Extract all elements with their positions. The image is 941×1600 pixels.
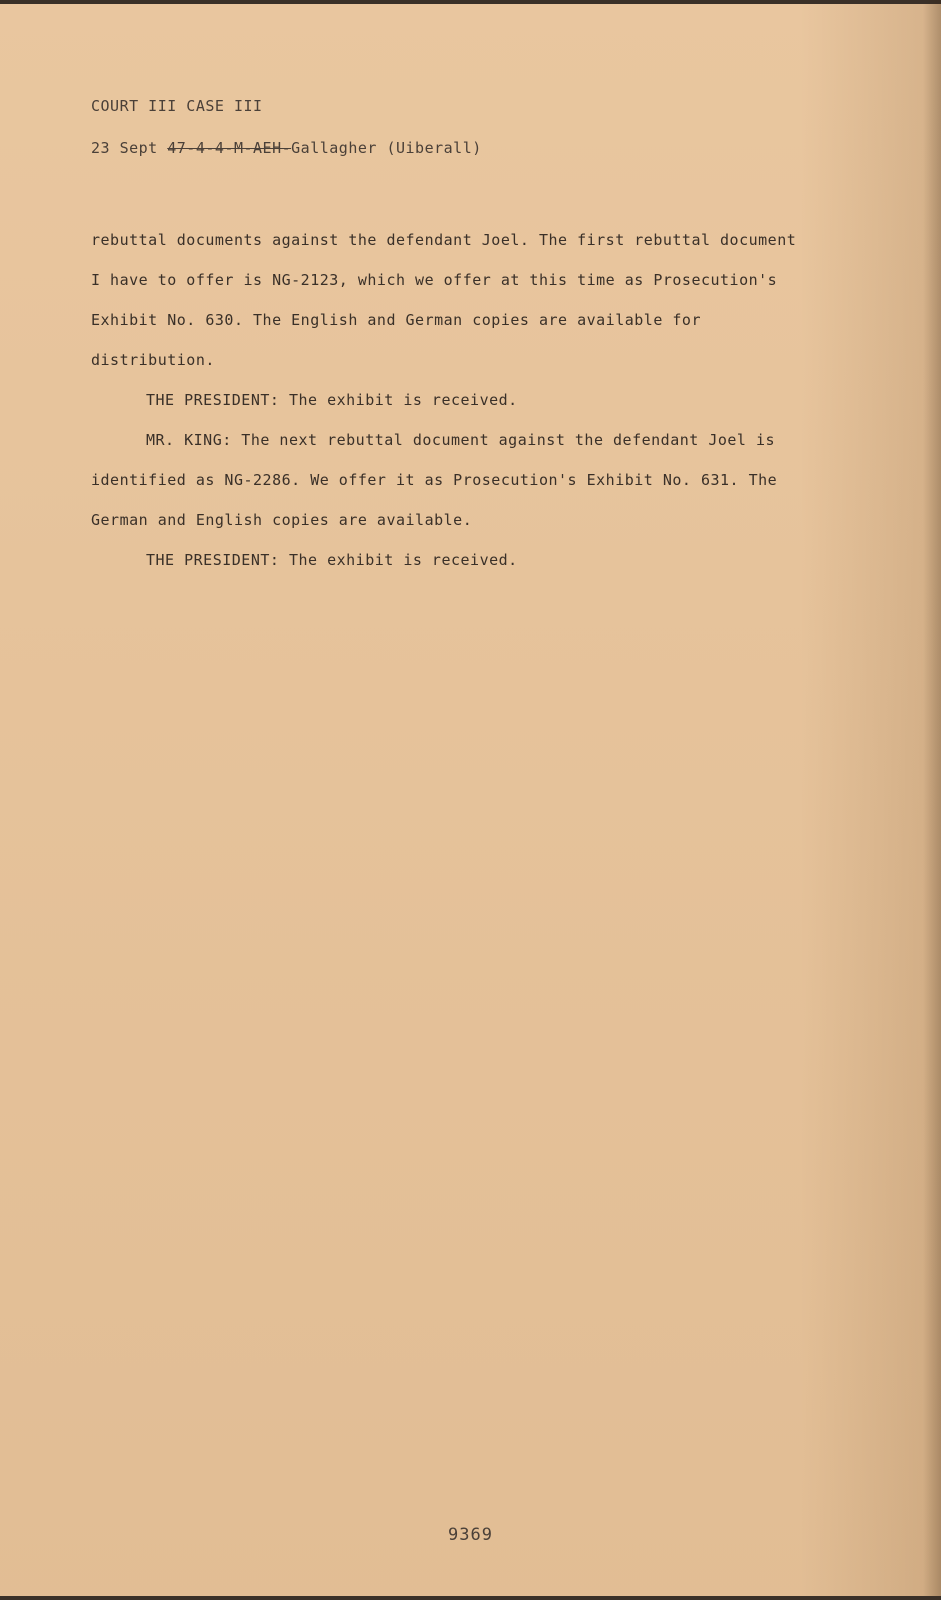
reporter-name: Gallagher (Uiberall) bbox=[291, 139, 482, 157]
page-bottom-edge bbox=[0, 1596, 941, 1600]
transcript-paragraph: rebuttal documents against the defendant Joel. The first rebuttal document I have to offer is NG-2123, which we offer at this time as Prosecution's Exhibit No. 630. The English and German copies are available for distribution. bbox=[91, 231, 797, 369]
transcript-paragraph: MR. KING: The next rebuttal document against the defendant Joel is identified as NG-2286. We offer it as Prosecution's Exhibit No. 631. The German and English copies are available. bbox=[91, 431, 778, 529]
page-right-shadow bbox=[923, 0, 941, 1600]
court-case-header: COURT III CASE III bbox=[91, 97, 263, 115]
page-number: 9369 bbox=[448, 1525, 493, 1545]
session-date: 23 Sept bbox=[91, 139, 168, 157]
transcript-paragraph: THE PRESIDENT: The exhibit is received. bbox=[146, 551, 518, 569]
transcript-paragraph: THE PRESIDENT: The exhibit is received. bbox=[146, 391, 518, 409]
struck-session-code: 47-4-4-M-AEH- bbox=[167, 139, 292, 157]
page-top-edge bbox=[0, 0, 941, 4]
session-line bbox=[91, 139, 482, 157]
transcript-body bbox=[91, 220, 811, 580]
